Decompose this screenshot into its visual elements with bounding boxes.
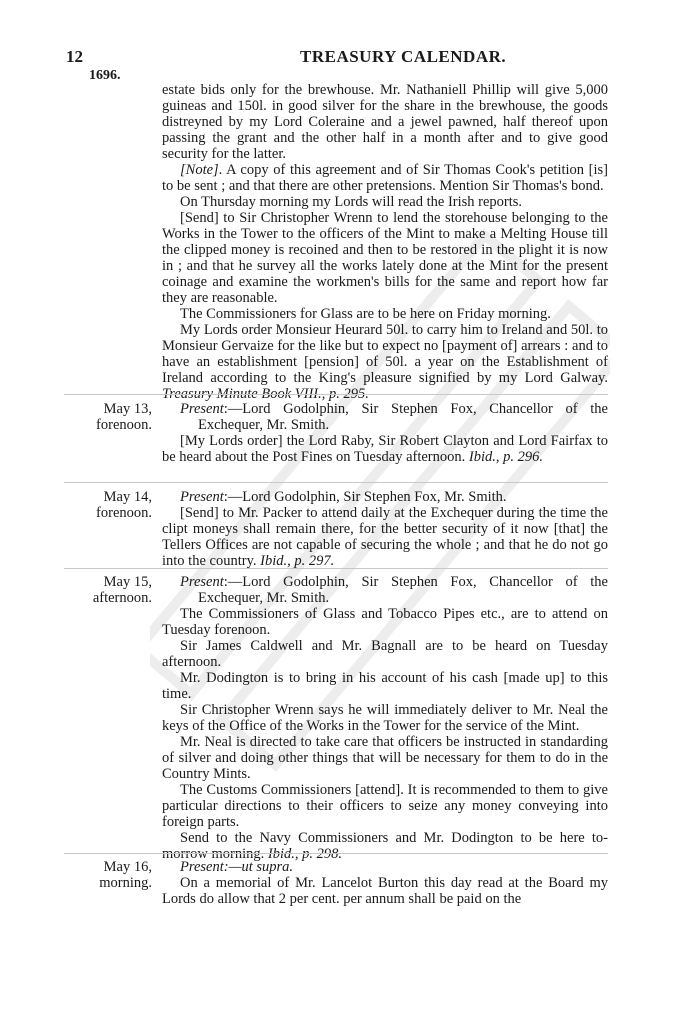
present-line (162, 859, 608, 875)
paragraph: Sir Christopher Wrenn says he will immediately deliver to Mr. Neal the keys of the Office of the Works in the Tower for the service of the Mint. (162, 702, 608, 734)
date-day: May 15, (103, 574, 152, 590)
citation: Ibid., p. 297. (260, 553, 335, 569)
page-number: 12 (66, 47, 83, 66)
present-names: :—ut supra. (223, 859, 294, 875)
paragraph (162, 830, 608, 862)
section-divider (64, 568, 608, 569)
present-names: :—Lord Godolphin, Sir Stephen Fox, Chancellor of the Exchequer, Mr. Smith. (198, 574, 608, 606)
present-line (162, 401, 608, 433)
paragraph: estate bids only for the brewhouse. Mr. Nathaniell Phillip will give 5,000 guineas and 150l. in good silver for the share in the brewhouse, the goods distreyned by my Lord Coleraine and a jewel pawned, half thereof upon passing the grant and the other half in a month after and to give good security for the latter. (162, 82, 608, 162)
section-divider (64, 482, 608, 483)
date-time: afternoon. (92, 590, 152, 606)
paragraph (162, 433, 608, 465)
paragraph: Mr. Neal is directed to take care that officers be instructed in standarding of silver and doing other things that will be necessary for them to do in the Country Mints. (162, 734, 608, 782)
margin-date (64, 574, 152, 606)
entry-text (162, 401, 608, 465)
present-names: :—Lord Godolphin, Sir Stephen Fox, Mr. Smith. (223, 489, 507, 505)
citation: Ibid., p. 296. (468, 449, 543, 465)
paragraph: Mr. Dodington is to bring in his account of his cash [made up] to this time. (162, 670, 608, 702)
date-day: May 13, (103, 401, 152, 417)
margin-date (64, 401, 152, 433)
paragraph (162, 505, 608, 569)
entry-text (162, 574, 608, 862)
paragraph: [Send] to Sir Christopher Wrenn to lend the storehouse belonging to the Works in the Tower to the officers of the Mint to make a Melting House till the clipped money is recoined and then to be restored in the plight it is now in ; and that he survey all the works lately done at the Mint for the present coinage and examine the workmen's bills for the same and report how far they are reasonable. (162, 210, 608, 306)
paragraph: Sir James Caldwell and Mr. Bagnall are to be heard on Tuesday afternoon. (162, 638, 608, 670)
running-head: TREASURY CALENDAR. (300, 47, 507, 66)
section-divider (64, 853, 608, 854)
section-divider (64, 394, 608, 395)
note-text: . A copy of this agreement and of Sir Thomas Cook's petition [is] to be sent ; and that there are other pretensions. Mention Sir Thomas's bond. (162, 162, 608, 194)
paragraph-body: [My Lords order] the Lord Raby, Sir Robert Clayton and Lord Fairfax to be heard about the Post Fines on Tuesday afternoon. (162, 433, 608, 465)
present-line (162, 574, 608, 606)
year-label: 1696. (89, 68, 121, 83)
paragraph-body: Send to the Navy Commissioners and Mr. Dodington to be here to-morrow morning. (162, 830, 608, 862)
paragraph-body: My Lords order Monsieur Heurard 50l. to carry him to Ireland and 50l. to Monsieur Gervaize for the like but to expect no [payment of] arrears : and to have an establishment [pension] of 50l. a year on the Establishment of Ireland according to the King's pleasure signified by my Lord Galway. (162, 322, 608, 386)
present-line (162, 489, 608, 505)
date-day: May 16, (103, 859, 152, 875)
present-label: Present (180, 489, 224, 505)
paragraph: The Commissioners for Glass are to be here on Friday morning. (180, 306, 551, 322)
date-time: forenoon. (96, 417, 152, 433)
date-time: morning. (99, 875, 152, 891)
paragraph: The Commissioners of Glass and Tobacco Pipes etc., are to attend on Tuesday forenoon. (162, 606, 608, 638)
entry-text (162, 859, 608, 907)
entry-text (162, 82, 608, 402)
paragraph: On Thursday morning my Lords will read the Irish reports. (180, 194, 523, 210)
present-label: Present (180, 574, 224, 590)
present-names: :—Lord Godolphin, Sir Stephen Fox, Chancellor of the Exchequer, Mr. Smith. (198, 401, 608, 433)
entry-text (162, 489, 608, 569)
paragraph: [Note]. A copy of this agreement and of Sir Thomas Cook's petition [is] to be sent ; and that there are other pretensions. Mention Sir Thomas's bond. (162, 162, 608, 194)
citation: Treasury Minute Book VIII., p. 295. (162, 386, 369, 402)
citation: Ibid., p. 298. (267, 846, 343, 862)
paragraph (162, 322, 608, 402)
margin-date (64, 489, 152, 521)
date-time: forenoon. (96, 505, 152, 521)
present-label: Present (180, 401, 224, 417)
date-day: May 14, (103, 489, 152, 505)
margin-date (64, 859, 152, 891)
present-label: Present (180, 859, 224, 875)
paragraph-body: [Send] to Mr. Packer to attend daily at the Exchequer during the time the clipt moneys shall remain there, for the better security of it now [that] the Tellers Offices are not capable of securing the whole ; and that he do not go into the country. (162, 505, 608, 569)
paragraph: On a memorial of Mr. Lancelot Burton this day read at the Board my Lords do allow that 2 per cent. per annum shall be paid on the (162, 875, 608, 907)
paragraph: The Customs Commissioners [attend]. It is recommended to them to give particular directions to their officers to seize any money conveying into foreign parts. (162, 782, 608, 830)
